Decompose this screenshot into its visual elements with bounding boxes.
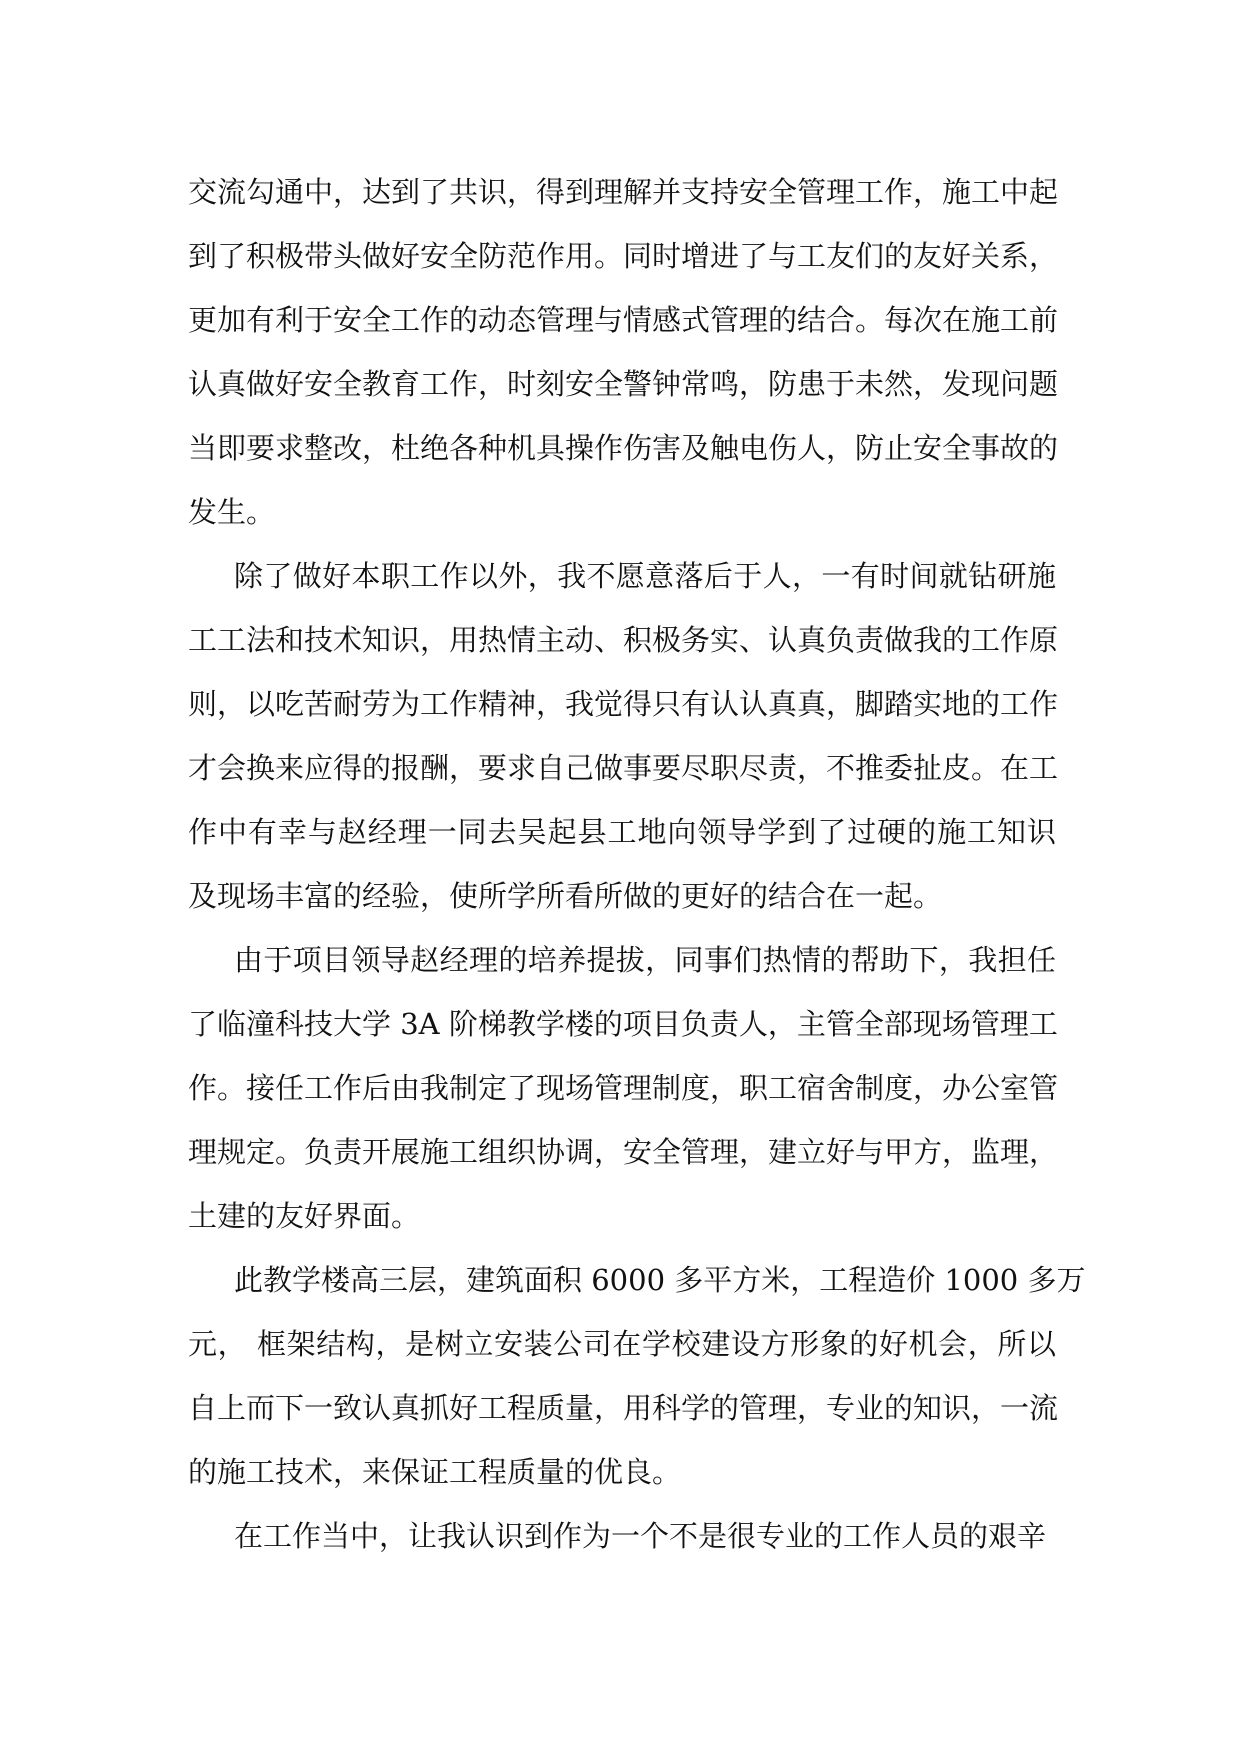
text-line: 才会换来应得的报酬，要求自己做事要尽职尽责，不推委扯皮。在工 [188,751,1059,785]
paragraph-3 [188,928,1059,1248]
paragraph-4 [188,1248,1086,1504]
text-line: 及现场丰富的经验，使所学所看所做的更好的结合在一起。 [188,879,943,913]
paragraph-5 [188,1504,1056,1568]
paragraph-1 [188,160,1059,544]
text-line: 当即要求整改，杜绝各种机具操作伤害及触电伤人，防止安全事故的 [188,431,1059,465]
text-line: 除了做好本职工作以外，我不愿意落后于人，一有时间就钻研施 [234,559,1056,593]
text-line: 交流勾通中，达到了共识，得到理解并支持安全管理工作，施工中起 [188,175,1059,209]
document-body [188,160,1086,1568]
text-line: 此教学楼高三层，建筑面积 6000 多平方米，工程造价 1000 多万 [234,1263,1086,1297]
text-line: 作中有幸与赵经理一同去吴起县工地向领导学到了过硬的施工知识 [188,815,1056,849]
text-line: 工工法和技术知识，用热情主动、积极务实、认真负责做我的工作原 [188,623,1059,657]
text-line: 土建的友好界面。 [188,1199,421,1233]
text-line: 则，以吃苦耐劳为工作精神，我觉得只有认认真真，脚踏实地的工作 [188,687,1059,721]
text-line: 自上而下一致认真抓好工程质量，用科学的管理，专业的知识，一流 [188,1391,1059,1425]
text-line: 由于项目领导赵经理的培养提拔，同事们热情的帮助下，我担任 [234,943,1056,977]
text-line: 的施工技术，来保证工程质量的优良。 [188,1455,682,1489]
text-line: 到了积极带头做好安全防范作用。同时增进了与工友们的友好关系， [188,239,1059,273]
text-line: 发生。 [188,495,276,529]
text-line: 更加有利于安全工作的动态管理与情感式管理的结合。每次在施工前 [188,303,1059,337]
text-line: 元， 框架结构，是树立安装公司在学校建设方形象的好机会，所以 [188,1327,1056,1361]
paragraph-2 [188,544,1059,928]
text-line: 理规定。负责开展施工组织协调，安全管理，建立好与甲方，监理， [188,1135,1059,1169]
text-line: 认真做好安全教育工作，时刻安全警钟常鸣，防患于未然，发现问题 [188,367,1059,401]
text-line: 了临潼科技大学 3A 阶梯教学楼的项目负责人，主管全部现场管理工 [188,1007,1058,1041]
text-line: 作。接任工作后由我制定了现场管理制度，职工宿舍制度，办公室管 [188,1071,1059,1105]
text-line: 在工作当中，让我认识到作为一个不是很专业的工作人员的艰辛 [234,1519,1047,1553]
